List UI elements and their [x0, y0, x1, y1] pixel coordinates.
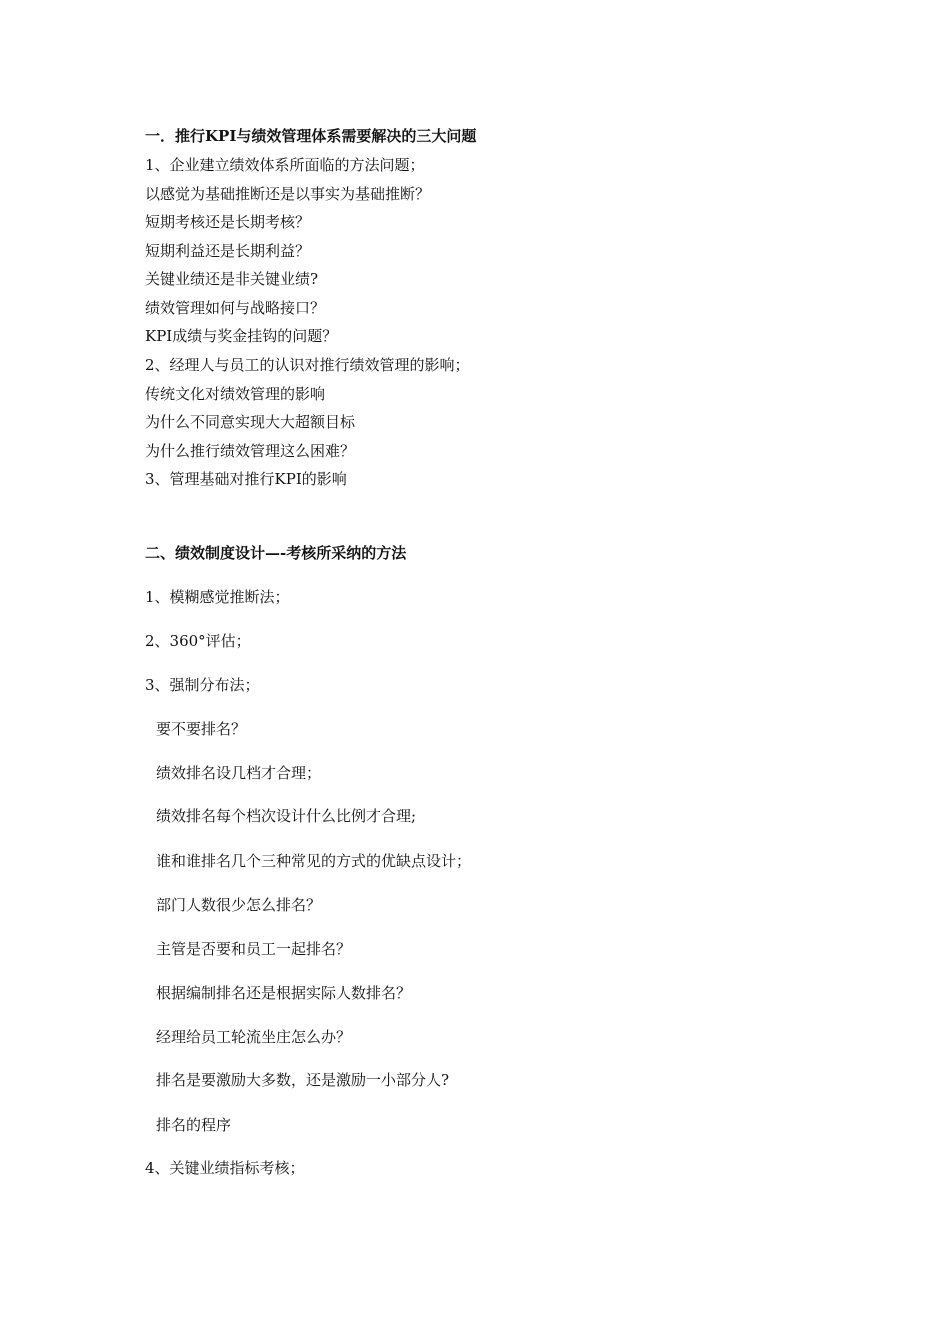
section2-sub-item: 排名是要激励大多数，还是激励一小部分人?: [156, 1071, 450, 1089]
section2-item: 1、模糊感觉推断法；: [145, 588, 290, 606]
section2-sub-item: 绩效排名每个档次设计什么比例才合理;: [156, 807, 417, 825]
section2-sub-item: 排名的程序: [156, 1116, 232, 1134]
section2-sub-item: 谁和谁排名几个三种常见的方式的优缺点设计；: [156, 852, 472, 870]
section2-sub-item: 主管是否要和员工一起排名？: [156, 940, 352, 958]
section2-sub-item: 根据编制排名还是根据实际人数排名？: [156, 984, 412, 1002]
section2-item: 2、360°评估；: [145, 632, 251, 650]
section1-line: 为什么不同意实现大大超额目标: [145, 413, 356, 431]
section1-line: 短期考核还是长期考核？: [145, 213, 311, 231]
section2-sub-item: 绩效排名设几档才合理；: [156, 764, 322, 782]
section1-line: 为什么推行绩效管理这么困难？: [145, 442, 356, 460]
section1-line: 绩效管理如何与战略接口？: [145, 299, 326, 317]
section1-line: 3、管理基础对推行KPI的影响: [145, 470, 347, 488]
section1-line: 关键业绩还是非关键业绩?: [145, 270, 319, 288]
section2-sub-item: 部门人数很少怎么排名？: [156, 896, 322, 914]
section1-line: 传统文化对绩效管理的影响: [145, 385, 326, 403]
section2-title: 二、绩效制度设计—-考核所采纳的方法: [145, 544, 407, 562]
section1-line: 以感觉为基础推断还是以事实为基础推断？: [145, 185, 431, 203]
section1-line: 1、企业建立绩效体系所面临的方法问题；: [145, 156, 425, 174]
section1-line: 2、经理人与员工的认识对推行绩效管理的影响；: [145, 356, 470, 374]
section1-line: KPI成绩与奖金挂钩的问题？: [145, 327, 338, 345]
section2-sub-item: 要不要排名？: [156, 720, 247, 738]
section2-item: 4、关键业绩指标考核；: [145, 1159, 305, 1177]
section2-item: 3、强制分布法；: [145, 676, 260, 694]
section2-sub-item: 经理给员工轮流坐庄怎么办？: [156, 1028, 352, 1046]
section1-line: 短期利益还是长期利益？: [145, 242, 311, 260]
section1-title: 一．推行KPI与绩效管理体系需要解决的三大问题: [145, 127, 477, 145]
